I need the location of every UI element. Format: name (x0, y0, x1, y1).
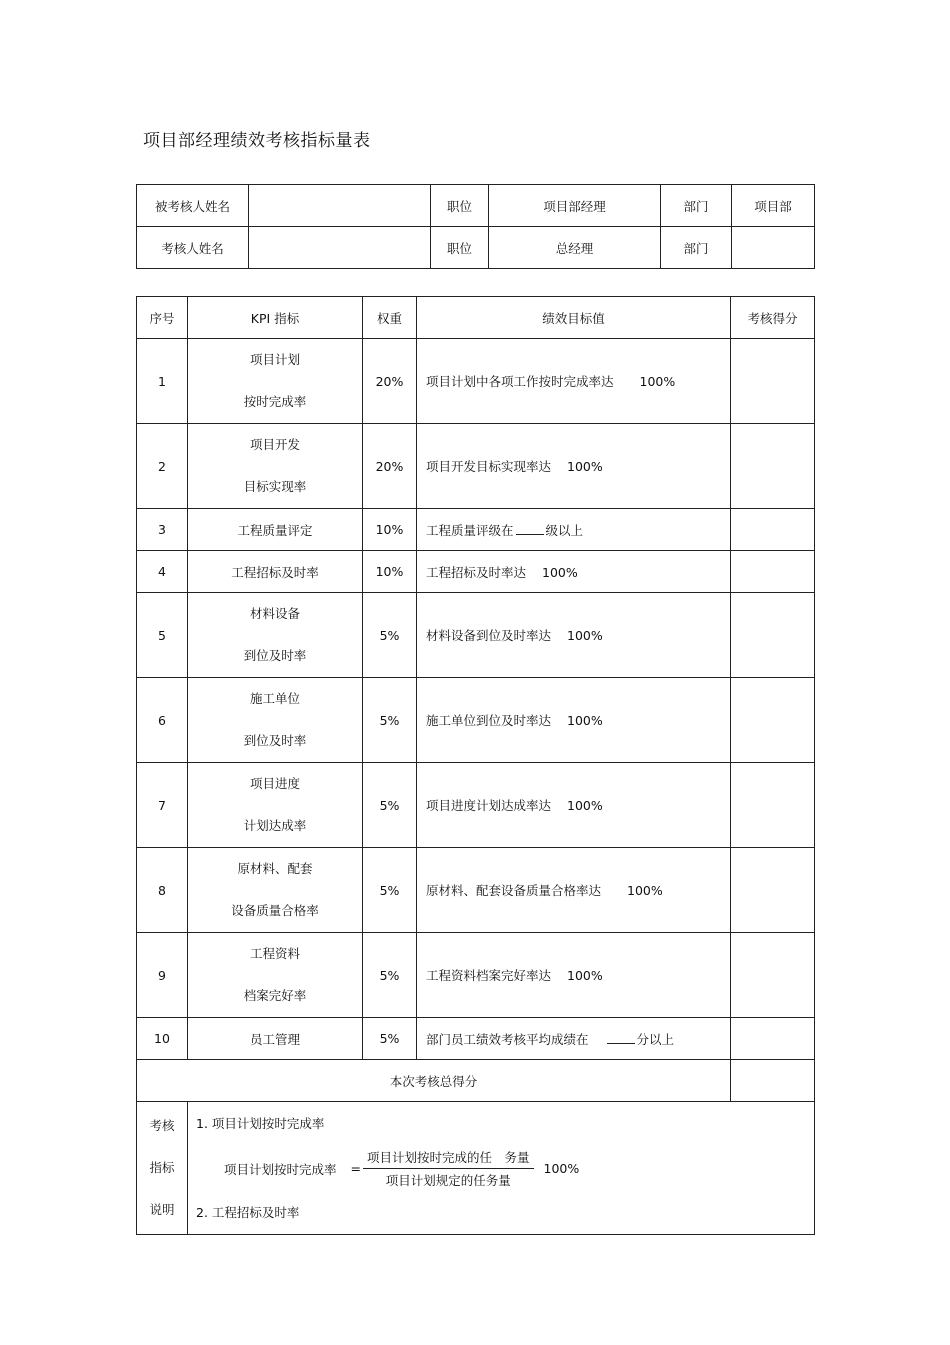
row-score-field[interactable] (731, 509, 815, 551)
page-title: 项目部经理绩效考核指标量表 (143, 131, 371, 151)
row-indicator: 项目进度 计划达成率 (188, 763, 363, 848)
row-weight: 5% (363, 678, 417, 763)
table-row (137, 424, 815, 509)
assessee-position-label: 职位 (431, 185, 489, 227)
assessee-dept-value: 项目部 (732, 185, 815, 227)
table-row (137, 339, 815, 424)
row-weight: 5% (363, 848, 417, 933)
row-indicator: 工程资料 档案完好率 (188, 933, 363, 1018)
formula-fraction (363, 1148, 534, 1189)
notes-row (137, 1102, 815, 1235)
assessor-name-label: 考核人姓名 (137, 227, 249, 269)
header-score: 考核得分 (731, 297, 815, 339)
row-weight: 5% (363, 1018, 417, 1060)
table-row (137, 551, 815, 593)
kpi-header-row (137, 297, 815, 339)
row-weight: 5% (363, 763, 417, 848)
row-no: 3 (137, 509, 188, 551)
row-target: 材料设备到位及时率达 100% (417, 593, 731, 678)
assessor-position-label: 职位 (431, 227, 489, 269)
formula-percent: 100% (543, 1161, 580, 1176)
row-target: 工程资料档案完好率达 100% (417, 933, 731, 1018)
assessee-name-field[interactable] (249, 185, 431, 227)
table-row (137, 848, 815, 933)
header-no: 序号 (137, 297, 188, 339)
formula-equals: = (350, 1161, 361, 1176)
assessor-position-value: 总经理 (489, 227, 661, 269)
table-row (137, 1018, 815, 1060)
formula-denominator: 项目计划规定的任务量 (385, 1173, 511, 1188)
row-score-field[interactable] (731, 933, 815, 1018)
row-indicator: 原材料、配套 设备质量合格率 (188, 848, 363, 933)
row-indicator: 员工管理 (188, 1018, 363, 1060)
total-row (137, 1060, 815, 1102)
row-weight: 10% (363, 509, 417, 551)
info-row-assessor (137, 227, 815, 269)
assessor-dept-value[interactable] (732, 227, 815, 269)
assessee-dept-label: 部门 (661, 185, 732, 227)
row-target: 施工单位到位及时率达 100% (417, 678, 731, 763)
note-item-1: 1. 项目计划按时完成率 (196, 1116, 325, 1131)
header-target: 绩效目标值 (417, 297, 731, 339)
assessor-name-field[interactable] (249, 227, 431, 269)
row-score-field[interactable] (731, 424, 815, 509)
row-score-field[interactable] (731, 339, 815, 424)
row-no: 4 (137, 551, 188, 593)
row-weight: 10% (363, 551, 417, 593)
table-row (137, 509, 815, 551)
table-row (137, 593, 815, 678)
row-no: 2 (137, 424, 188, 509)
info-table (136, 184, 815, 269)
row-score-field[interactable] (731, 848, 815, 933)
table-row (137, 933, 815, 1018)
row-target: 项目计划中各项工作按时完成率达 100% (417, 339, 731, 424)
assessee-name-label: 被考核人姓名 (137, 185, 249, 227)
row-score-field[interactable] (731, 678, 815, 763)
assessee-position-value: 项目部经理 (489, 185, 661, 227)
row-target: 原材料、配套设备质量合格率达 100% (417, 848, 731, 933)
total-score-label: 本次考核总得分 (137, 1060, 731, 1102)
row-score-field[interactable] (731, 763, 815, 848)
row-no: 1 (137, 339, 188, 424)
row-score-field[interactable] (731, 1018, 815, 1060)
row-no: 7 (137, 763, 188, 848)
kpi-table (136, 296, 815, 1235)
table-row (137, 763, 815, 848)
table-row (137, 678, 815, 763)
total-score-field[interactable] (731, 1060, 815, 1102)
row-weight: 5% (363, 933, 417, 1018)
row-no: 6 (137, 678, 188, 763)
row-indicator: 施工单位 到位及时率 (188, 678, 363, 763)
row-no: 8 (137, 848, 188, 933)
row-indicator: 工程招标及时率 (188, 551, 363, 593)
row-no: 9 (137, 933, 188, 1018)
notes-label: 考核 指标 说明 (137, 1102, 188, 1235)
formula-numerator: 项目计划按时完成的任 务量 (363, 1148, 534, 1169)
row-score-field[interactable] (731, 551, 815, 593)
assessor-dept-label: 部门 (661, 227, 732, 269)
row-score-field[interactable] (731, 593, 815, 678)
fill-blank[interactable] (607, 1031, 635, 1044)
row-weight: 5% (363, 593, 417, 678)
formula (224, 1148, 806, 1189)
row-indicator: 材料设备 到位及时率 (188, 593, 363, 678)
header-kpi: KPI 指标 (188, 297, 363, 339)
row-target: 部门员工绩效考核平均成绩在 分以上 (417, 1018, 731, 1060)
row-target: 项目开发目标实现率达 100% (417, 424, 731, 509)
row-indicator: 项目计划 按时完成率 (188, 339, 363, 424)
row-target: 工程招标及时率达 100% (417, 551, 731, 593)
formula-lhs: 项目计划按时完成率 (224, 1161, 337, 1177)
row-weight: 20% (363, 339, 417, 424)
row-no: 5 (137, 593, 188, 678)
row-indicator: 项目开发 目标实现率 (188, 424, 363, 509)
note-item-2: 2. 工程招标及时率 (196, 1205, 300, 1220)
notes-content (188, 1102, 815, 1235)
row-indicator: 工程质量评定 (188, 509, 363, 551)
row-no: 10 (137, 1018, 188, 1060)
fill-blank[interactable] (516, 522, 544, 535)
row-target: 项目进度计划达成率达 100% (417, 763, 731, 848)
info-row-assessee (137, 185, 815, 227)
row-target: 工程质量评级在 级以上 (417, 509, 731, 551)
header-weight: 权重 (363, 297, 417, 339)
row-weight: 20% (363, 424, 417, 509)
